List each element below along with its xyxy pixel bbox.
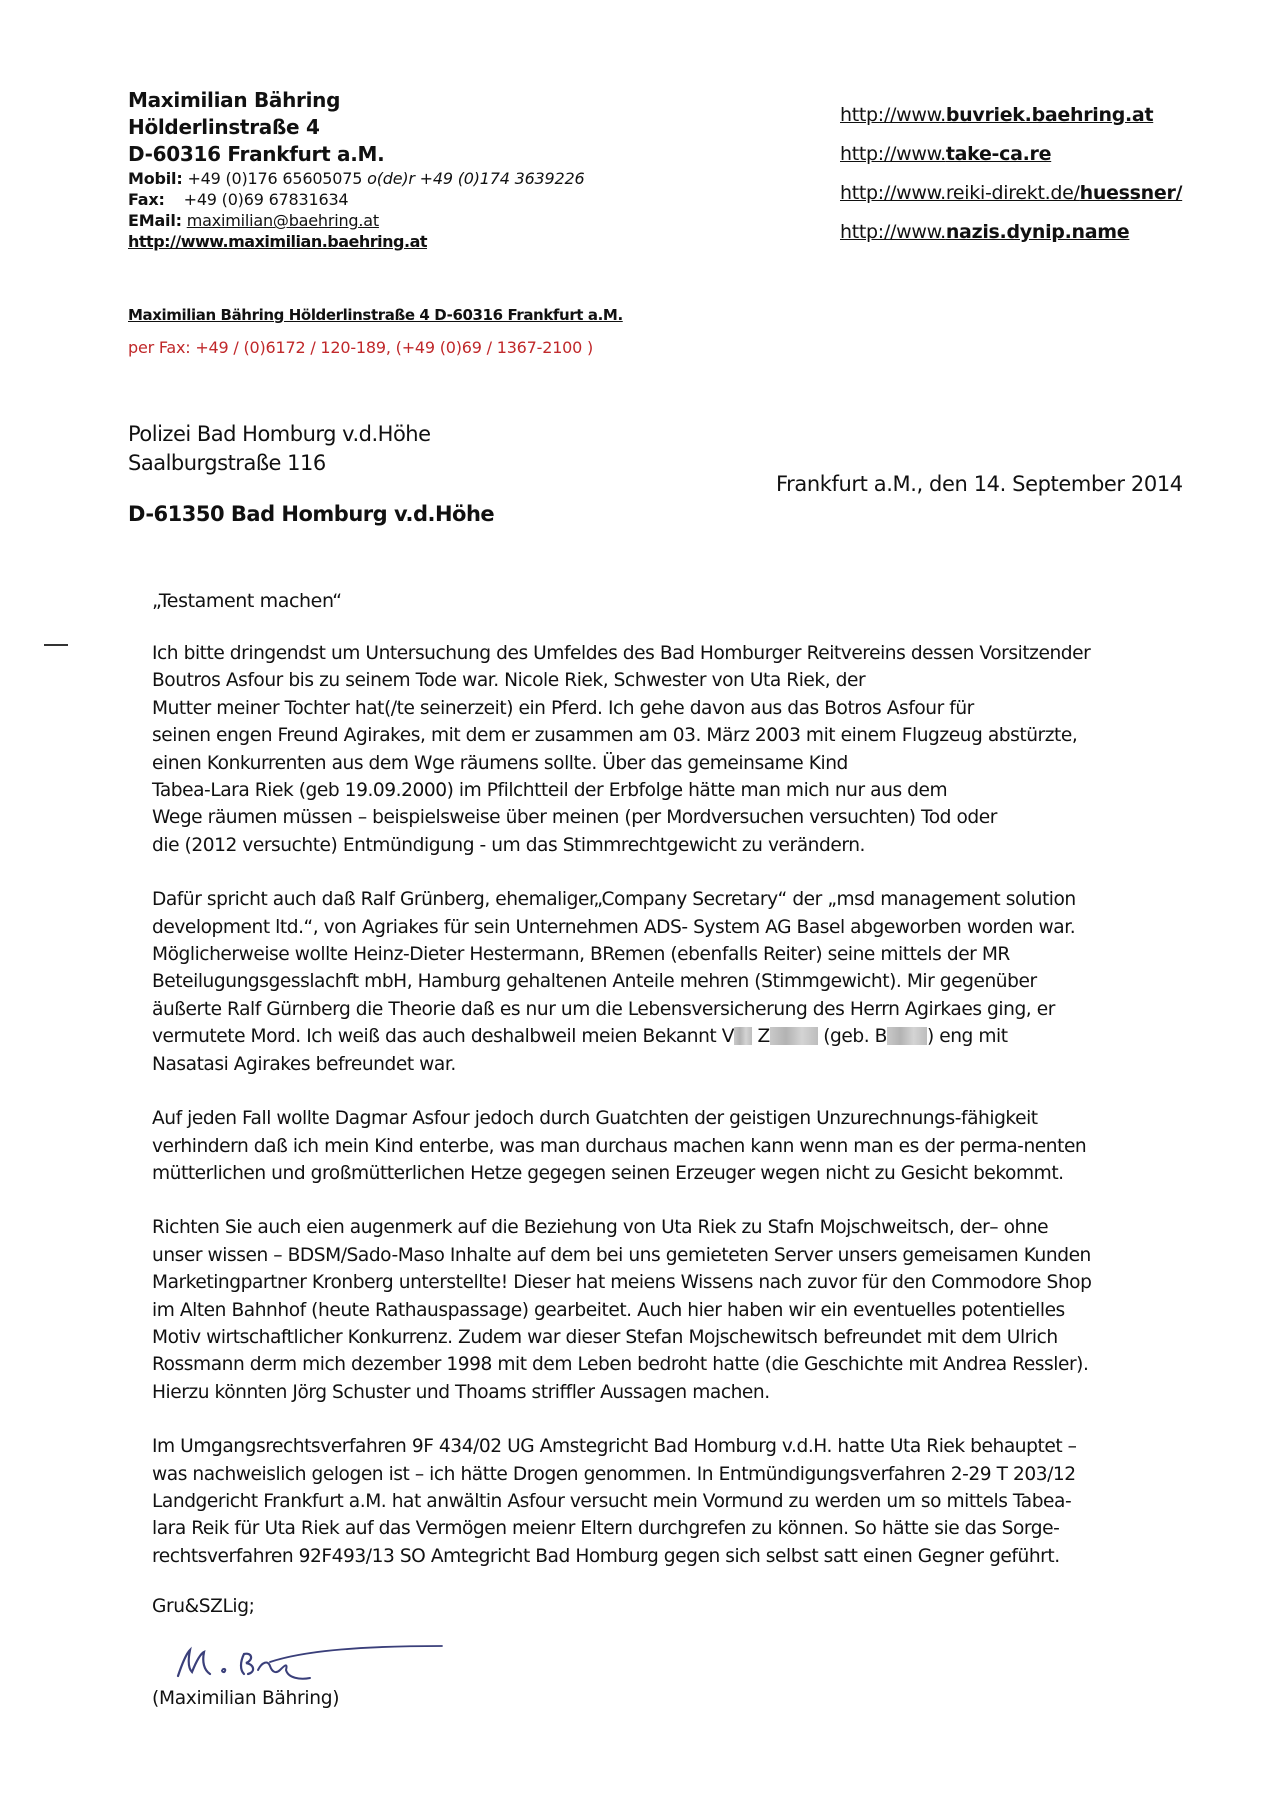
body-line: Im Umgangsrechtsverfahren 9F 434/02 UG Amstegricht Bad Homburg v.d.H. hatte Uta Riek behauptet – [152,1436,1077,1458]
body-line: äußerte Ralf Gürnberg die Theorie daß es nur um die Lebensversicherung des Herrn Agirkaes ging, er [152,998,1055,1020]
fold-mark-icon [44,644,68,646]
body-line: unser wissen – BDSM/Sado-Maso Inhalte auf dem bei uns gemieteten Server unsers gemeisamen Kunden [152,1244,1091,1266]
paragraph-4 [152,1214,1192,1406]
body-line: Rossmann derm mich dezember 1998 mit dem Leben bedroht hatte (die Geschichte mit Andrea Ressler). [152,1354,1089,1376]
body-line: Boutros Asfour bis zu seinem Tode war. Nicole Riek, Schwester von Uta Riek, der [152,670,866,692]
redaction-block [770,1027,818,1045]
body-line: die (2012 versuchte) Entmündigung - um das Stimmrechtgewicht zu verändern. [152,834,866,856]
body-line: verhindern daß ich mein Kind enterbe, was man durchaus machen kann wenn man es der perma-nenten [152,1135,1087,1157]
link-reiki-direkt[interactable]: http://www.reiki-direkt.de/huessner/ [840,182,1183,204]
return-address: Maximilian Bähring Hölderlinstraße 4 D-60316 Frankfurt a.M. [128,306,623,324]
body-line: Nasatasi Agirakes befreundet war. [152,1053,456,1075]
body-line: Auf jeden Fall wollte Dagmar Asfour jedoch durch Guatchten der geistigen Unzurechnungs-fähigkeit [152,1108,1038,1130]
sender-city: D-60316 Frankfurt a.M. [128,142,385,166]
redaction-block [887,1027,927,1045]
body-line: Wege räumen müssen – beispielsweise über meinen (per Mordversuchen versuchten) Tod oder [152,807,997,829]
website-link[interactable]: http://www.maximilian.baehring.at [128,232,428,251]
body-line: im Alten Bahnhof (heute Rathauspassage) gearbeitet. Auch hier haben wir ein eventuelles potentielles [152,1299,1065,1321]
fax-line: per Fax: +49 / (0)6172 / 120-189, (+49 (0)69 / 1367-2100 ) [128,338,594,357]
recipient-block [128,420,494,529]
email-link[interactable]: maximilian@baehring.at [186,211,379,230]
recipient-line-1: Polizei Bad Homburg v.d.Höhe [128,422,431,446]
sender-street: Hölderlinstraße 4 [128,115,320,139]
email-label: EMail: [128,211,182,230]
body-line: Dafür spricht auch daß Ralf Grünberg, ehemaliger„Company Secretary“ der „msd management solution [152,889,1076,911]
body-line-redacted: vermutete Mord. Ich weiß das auch deshalbweil meien Bekannt V Z (geb. B ) eng mit [152,1026,1008,1048]
recipient-city: D-61350 Bad Homburg v.d.Höhe [128,502,495,526]
body-line: rechtsverfahren 92F493/13 SO Amtegricht Bad Homburg gegen sich selbst satt einen Gegner geführt. [152,1545,1060,1567]
paragraph-1 [152,640,1192,859]
mobile-label: Mobil: [128,169,183,188]
fax-number: +49 (0)69 67831634 [183,190,349,209]
body-line: Richten Sie auch eien augenmerk auf die Beziehung von Uta Riek zu Stafn Mojschweitsch, der– ohne [152,1217,1049,1239]
paragraph-3 [152,1105,1192,1187]
paragraph-2 [152,886,1192,1078]
link-list [840,104,1182,260]
mobile-or: o(de)r [367,169,415,188]
paragraph-5 [152,1433,1192,1570]
body-line: mütterlichen und großmütterlichen Hetze gegegen seinen Erzeuger wegen nicht zu Gesicht bekommt. [152,1162,1064,1184]
link-take-care[interactable]: http://www.take-ca.re [840,143,1052,165]
sender-email [128,213,584,234]
body-line: Landgericht Frankfurt a.M. hat anwältin Asfour versucht mein Vormund zu werden um so mittels Tabea- [152,1490,1072,1512]
mobile-number-2: +49 (0)174 3639226 [419,169,585,188]
sender-mobile [128,171,584,192]
body-line: Beteilugungsgesslachft mbH, Hamburg gehaltenen Anteile mehren (Stimmgewicht). Mir gegenüber [152,971,1037,993]
subject-line: „Testament machen“ [152,590,342,612]
mobile-number-1: +49 (0)176 65605075 [187,169,363,188]
body-line: Ich bitte dringendst um Untersuchung des Umfeldes des Bad Homburger Reitvereins dessen Vorsitzender [152,643,1091,664]
body-line: einen Konkurrenten aus dem Wge räumens sollte. Über das gemeinsame Kind [152,752,848,774]
sender-block [128,90,584,255]
redaction-block [734,1027,752,1045]
body-line: lara Reik für Uta Riek auf das Vermögen meienr Eltern durchgrefen zu können. So hätte sie das Sorge- [152,1518,1060,1540]
body-line: Tabea-Lara Riek (geb 19.09.2000) im Pfilchtteil der Erbfolge hätte man mich nur aus dem [152,780,948,802]
body-line: was nachweislich gelogen ist – ich hätte Drogen genommen. In Entmündigungsverfahren 2-29 T 203/12 [152,1463,1076,1485]
body-line: Marketingpartner Kronberg unterstellte! Dieser hat meiens Wissens nach zuvor für den Commodore Shop [152,1272,1092,1294]
handwritten-signature-icon [166,1636,446,1686]
closing: Gru&SZLig; [152,1596,255,1617]
fax-label: Fax: [128,190,165,209]
link-nazis-dynip[interactable]: http://www.nazis.dynip.name [840,221,1130,243]
sender-fax [128,192,584,213]
recipient-line-2: Saalburgstraße 116 [128,451,326,475]
body-line: Möglicherweise wollte Heinz-Dieter Hestermann, BRemen (ebenfalls Reiter) seine mittels der MR [152,944,1010,966]
sender-name: Maximilian Bähring [128,88,341,112]
letter-date: Frankfurt a.M., den 14. September 2014 [776,472,1183,496]
sender-website [128,234,584,255]
body-line: seinen engen Freund Agirakes, mit dem er zusammen am 03. März 2003 mit einem Flugzeug abstürzte, [152,725,1078,747]
body-line: Hierzu könnten Jörg Schuster und Thoams striffler Aussagen machen. [152,1381,770,1403]
letter-body [152,640,1192,1597]
body-line: development ltd.“, von Agriakes für sein Unternehmen ADS- System AG Basel abgeworben worden war. [152,916,1076,938]
signed-name: (Maximilian Bähring) [152,1688,340,1709]
body-line: Mutter meiner Tochter hat(/te seinerzeit) ein Pferd. Ich gehe davon aus das Botros Asfour für [152,697,974,719]
link-buvriek[interactable]: http://www.buvriek.baehring.at [840,104,1154,126]
body-line: Motiv wirtschaftlicher Konkurrenz. Zudem war dieser Stefan Mojschewitsch befreundet mit dem Ulrich [152,1326,1058,1348]
